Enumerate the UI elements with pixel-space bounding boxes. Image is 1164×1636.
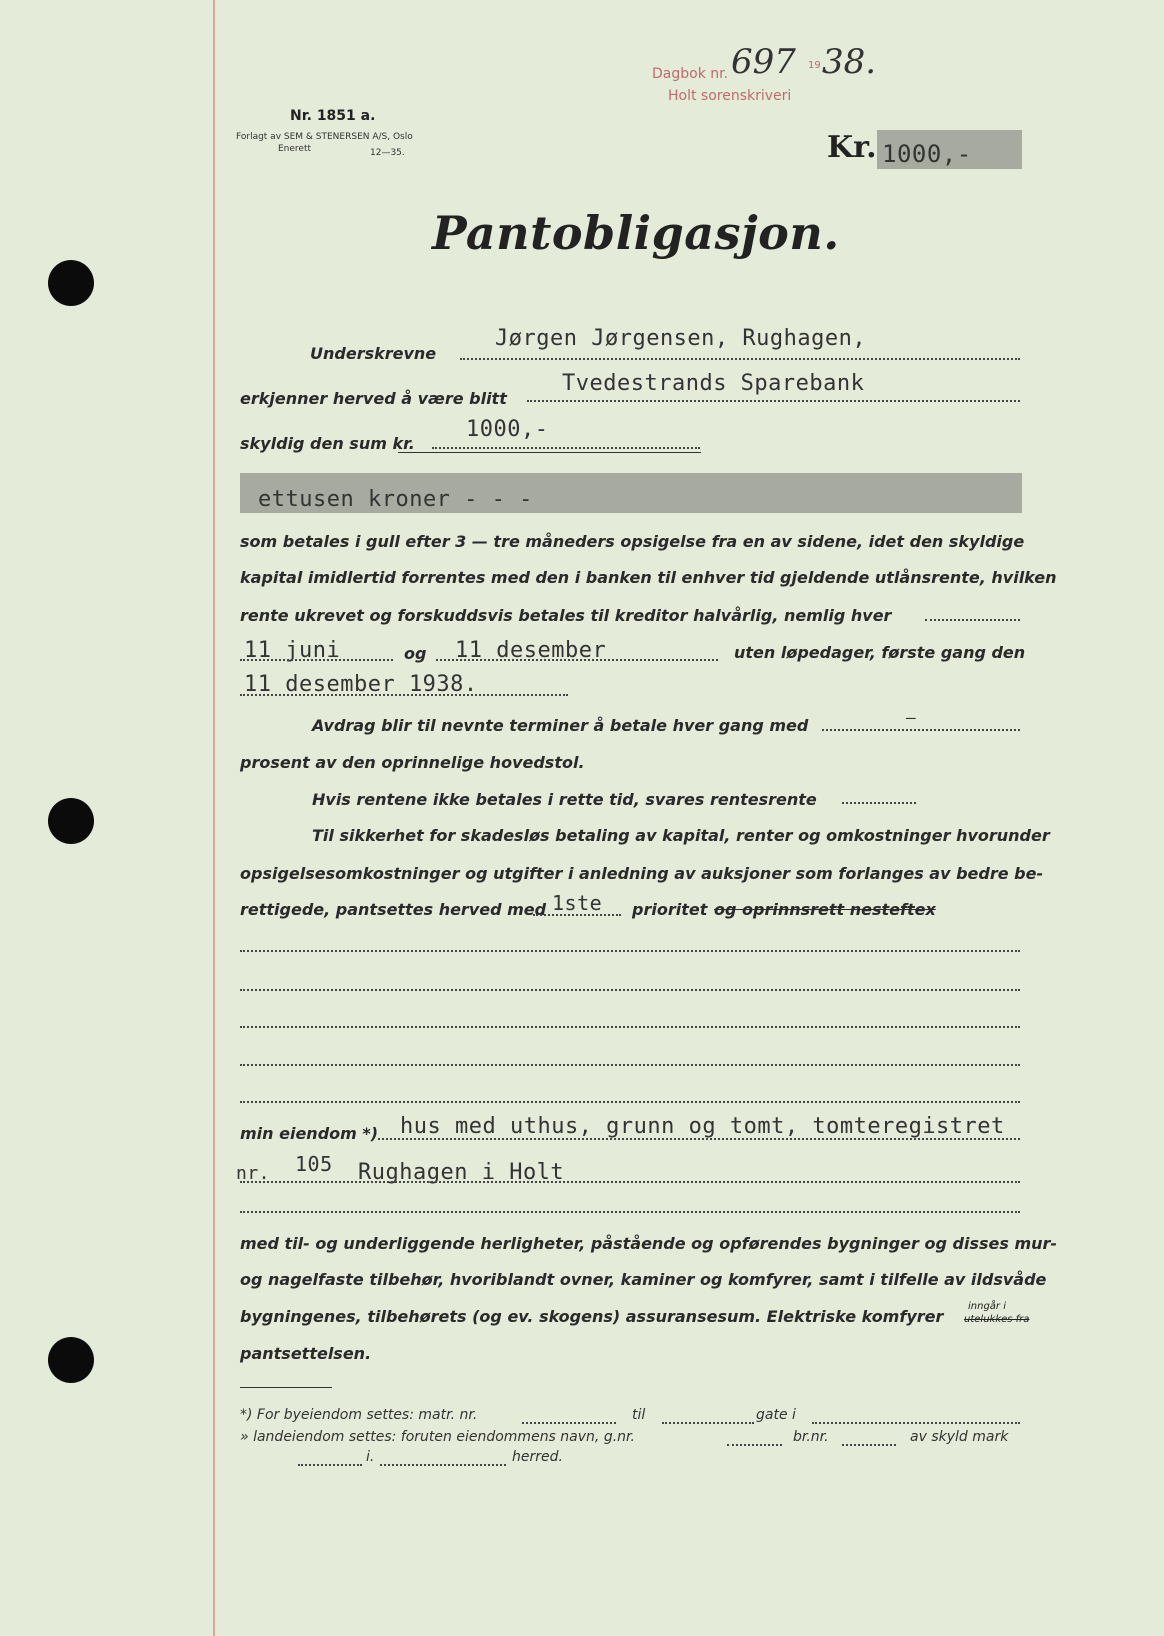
avdrag-line1: Avdrag blir til nevnte terminer å betale hver gang med [312, 716, 809, 735]
avdrag-dash: — [906, 708, 917, 727]
terms-og: og [404, 644, 427, 663]
footnote-dots [662, 1422, 754, 1424]
closing-insert-struck: utelukkes fra [964, 1314, 1030, 1325]
first-payment-date: 11 desember 1938. [244, 672, 478, 697]
publisher-date: 12—35. [370, 148, 405, 158]
footnote-l1a: *) For byeiendom settes: matr. nr. [240, 1407, 478, 1423]
footnote-dots [522, 1422, 616, 1424]
closing-line3: bygningenes, tilbehørets (og ev. skogens) assuransesum. Elektriske komfyrer [240, 1307, 944, 1326]
footnote-l2b: br.nr. [793, 1429, 829, 1445]
creditor-label: erkjenner herved å være blitt [240, 389, 507, 408]
footnote-l2c: av skyld mark [910, 1429, 1009, 1445]
closing-insert-above: inngår i [968, 1301, 1006, 1312]
blank-line [240, 1064, 1020, 1066]
amount-label: Kr. [827, 130, 877, 165]
footnote-dots [842, 1444, 896, 1446]
punch-hole [48, 260, 94, 306]
property-label: min eiendom *) [240, 1124, 379, 1143]
sum-line [432, 447, 700, 449]
creditor-line [527, 400, 1020, 402]
closing-line4: pantsettelsen. [240, 1344, 372, 1363]
terms-line3: rente ukrevet og forskuddsvis betales til kreditor halvårlig, nemlig hver [240, 606, 892, 625]
terms-line2: kapital imidlertid forrentes med den i banken til enhver tid gjeldende utlånsrente, hvilken [240, 568, 1057, 587]
publisher-line2: Enerett [278, 144, 312, 154]
security-line3a: rettigede, pantsettes herved med [240, 900, 547, 919]
footnote-dots [298, 1464, 362, 1466]
struck-text: og oprinnsrett nesteftex [714, 900, 936, 919]
term-date-1-line [240, 659, 393, 661]
blank-line [240, 1026, 1020, 1028]
security-line2: opsigelsesomkostninger og utgifter i anledning av auksjoner som forlanges av bedre be- [240, 864, 1044, 883]
property-line2 [240, 1181, 1020, 1183]
footnote-rule [240, 1387, 332, 1388]
footnote-dots [812, 1422, 1020, 1424]
page-title: Pantobligasjon. [432, 206, 840, 260]
margin-line [213, 0, 215, 1636]
blank-line [240, 950, 1020, 952]
sum-underline [398, 452, 701, 453]
stamp-year: 38. [822, 42, 877, 82]
punch-hole [48, 798, 94, 844]
stamp-number: 697 [731, 42, 796, 82]
priority-value: 1ste [552, 891, 603, 915]
first-payment-line [240, 694, 568, 696]
terms-line1: som betales i gull efter 3 — tre måneders opsigelse fra en av sidene, idet den skyldige [240, 532, 1025, 551]
stamp-line2: Holt sorenskriveri [668, 88, 792, 104]
terms-after: uten løpedager, første gang den [734, 643, 1026, 662]
term-date-2-line [436, 659, 718, 661]
term-date-1: 11 juni [244, 638, 341, 663]
footnote-dots [380, 1464, 506, 1466]
property-value1: hus med uthus, grunn og tomt, tomteregistret [400, 1114, 1005, 1139]
punch-hole [48, 1337, 94, 1383]
sum-value: 1000,- [466, 417, 549, 442]
property-line1 [378, 1138, 1020, 1140]
sum-label: skyldig den sum kr. [240, 434, 415, 453]
stamp-line1: Dagbok nr. [652, 66, 729, 82]
debtor-line [460, 358, 1020, 360]
stamp-year-prefix: 19 [808, 60, 821, 71]
blank-line [240, 1101, 1020, 1103]
avdrag-line2: prosent av den oprinnelige hovedstol. [240, 753, 585, 772]
creditor-value: Tvedestrands Sparebank [562, 371, 865, 396]
closing-line2: og nagelfaste tilbehør, hvoriblandt ovner, kaminer og komfyrer, samt i tilfelle av ildsvåde [240, 1270, 1047, 1289]
property-line3 [240, 1211, 1020, 1213]
publisher-line1: Forlagt av SEM & STENERSEN A/S, Oslo [236, 132, 413, 142]
form-number: Nr. 1851 a. [290, 108, 376, 124]
footnote-l2a: » landeiendom settes: foruten eiendommens navn, g.nr. [240, 1429, 635, 1445]
property-value2: Rughagen i Holt [358, 1160, 565, 1185]
avdrag-dots [822, 729, 1020, 731]
footnote-dots [727, 1444, 782, 1446]
rente-line: Hvis rentene ikke betales i rette tid, svares rentesrente [312, 790, 817, 809]
term-date-2: 11 desember [455, 638, 607, 663]
property-nr: 105 [295, 1152, 333, 1176]
debtor-value: Jørgen Jørgensen, Rughagen, [495, 326, 867, 351]
terms-line3-dots [925, 619, 1020, 621]
blank-line [240, 989, 1020, 991]
footnote-l3b: herred. [512, 1449, 563, 1465]
debtor-label: Underskrevne [310, 344, 437, 363]
property-nr-label: nr. [236, 1163, 271, 1184]
amount-value: 1000,- [882, 140, 972, 168]
sum-words: ettusen kroner - - - [258, 487, 533, 512]
footnote-l3a: i. [366, 1449, 375, 1465]
footnote-l1b: til [632, 1407, 646, 1423]
closing-line1: med til- og underliggende herligheter, påstående og opførendes bygninger og disses mur- [240, 1234, 1058, 1253]
footnote-l1c: gate i [756, 1407, 796, 1423]
rente-dots [842, 802, 916, 804]
security-line3b: prioritet [632, 900, 708, 919]
security-line1: Til sikkerhet for skadesløs betaling av kapital, renter og omkostninger hvorunder [312, 826, 1050, 845]
